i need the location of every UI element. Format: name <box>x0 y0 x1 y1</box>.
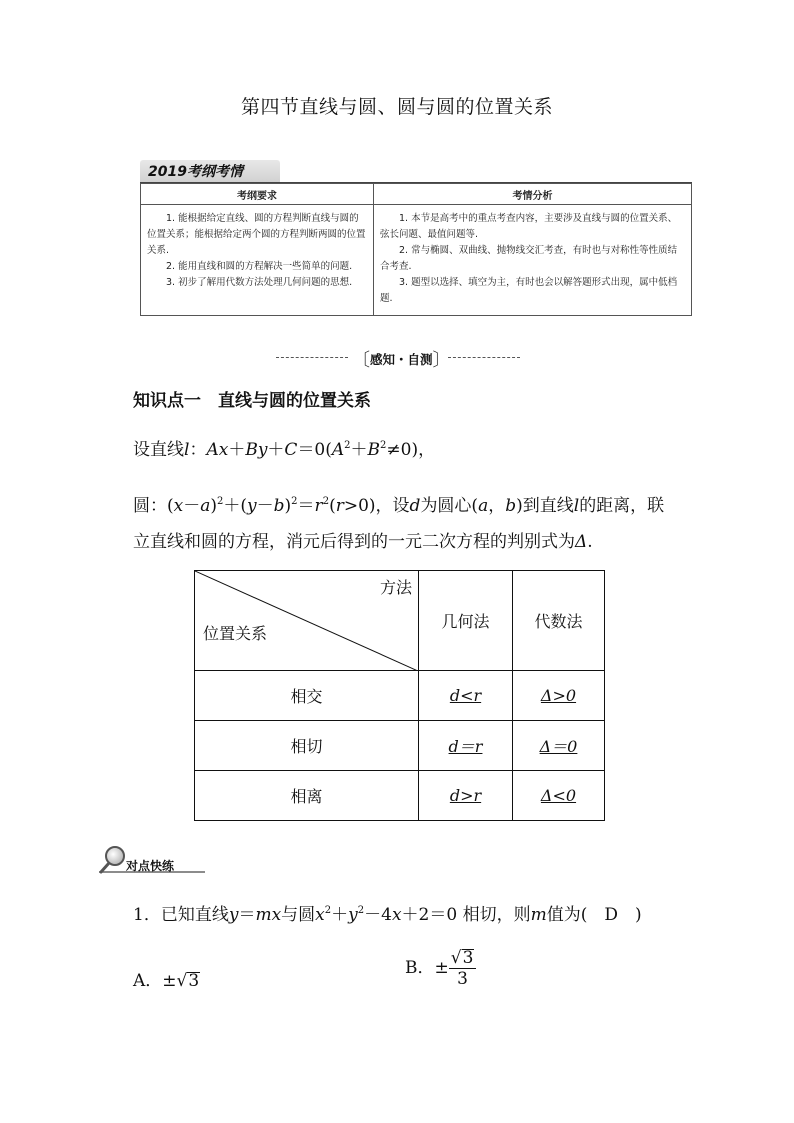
var-b: b <box>505 496 517 516</box>
var-y: y <box>247 496 257 516</box>
text: >0)，设 <box>343 496 410 516</box>
text: － <box>256 496 274 516</box>
option-a[interactable] <box>133 966 200 991</box>
var-d: d <box>409 496 421 516</box>
table-row <box>195 721 605 771</box>
diagonal-header-cell <box>195 571 419 671</box>
answer-text: Δ＝0 <box>539 737 578 756</box>
quick-practice-label: 对点快练 <box>126 859 175 873</box>
answer-text: Δ>0 <box>540 686 577 705</box>
var-x: x <box>315 905 325 925</box>
text: ) <box>284 496 292 516</box>
var-x: x <box>391 905 402 925</box>
text: ＝0( <box>297 440 332 460</box>
requirement-item: 3. 初步了解用代数方法处理几何问题的思想. <box>166 277 353 288</box>
text: ＋( <box>223 496 248 516</box>
text: 值为( D ) <box>546 905 642 925</box>
text: 设直线 <box>133 440 184 460</box>
relation-name: 相交 <box>195 671 419 721</box>
analysis-item: 3. 题型以选择、填空为主，有时也会以解答题形式出现，属中低档题. <box>380 277 678 304</box>
var-m: m <box>255 905 272 925</box>
alg-answer <box>513 771 605 821</box>
question-1 <box>133 900 642 925</box>
sqrt-sign: √ <box>176 971 188 991</box>
var-x: x <box>173 496 184 516</box>
option-b[interactable] <box>405 948 476 989</box>
requirements-cell <box>141 205 374 316</box>
text: －4 <box>364 905 392 925</box>
var-y: y <box>228 905 239 925</box>
text: ＋ <box>331 905 349 925</box>
fraction <box>449 948 477 989</box>
text: ( <box>329 496 336 516</box>
geo-answer <box>419 771 513 821</box>
text: ± <box>162 971 177 991</box>
numerator <box>449 948 477 969</box>
var-r: r <box>314 496 323 516</box>
col-header-analysis: 考情分析 <box>374 184 692 205</box>
analysis-item: 2. 常与椭圆、双曲线、抛物线交汇考查，有时也与对称性等性质结合考查. <box>380 245 678 272</box>
text: 为圆心( <box>420 496 479 516</box>
var-r: r <box>335 496 344 516</box>
var-b: b <box>273 496 285 516</box>
var-delta: Δ <box>575 532 588 552</box>
geo-answer <box>419 671 513 721</box>
col-header-geometric: 几何法 <box>419 571 513 671</box>
var-y: y <box>257 440 268 460</box>
option-label: A． <box>133 971 163 991</box>
text: ， <box>488 496 506 516</box>
text: ± <box>434 958 449 978</box>
superscript: 2 <box>357 905 365 916</box>
analysis-item: 1. 本节是高考中的重点考查内容，主要涉及直线与圆的位置关系、弦长问题、最值问题等. <box>380 213 678 240</box>
var-x: x <box>218 440 229 460</box>
analysis-cell <box>374 205 692 316</box>
superscript: 2 <box>322 496 330 507</box>
answer-text: Δ<0 <box>540 786 577 805</box>
paragraph-line-definition <box>133 428 435 468</box>
var-C: C <box>284 440 298 460</box>
table-row <box>195 671 605 721</box>
text: ＝ <box>238 905 256 925</box>
page-title: 第四节直线与圆、圆与圆的位置关系 <box>240 96 553 118</box>
var-y: y <box>348 905 358 925</box>
sense-tag-label: 感知・自测 <box>370 352 433 367</box>
alg-answer <box>513 721 605 771</box>
sense-tag <box>352 346 451 372</box>
dashed-line-right <box>448 357 520 358</box>
requirement-item: 2. 能用直线和圆的方程解决一些简单的问题. <box>166 261 353 272</box>
paragraph-circle-definition <box>133 484 673 560</box>
text: )到直线 <box>516 496 574 516</box>
var-B: B <box>367 440 381 460</box>
denominator: 3 <box>457 969 468 989</box>
text: 与圆 <box>281 905 316 925</box>
text: ＋ <box>267 440 285 460</box>
var-a: a <box>478 496 489 516</box>
var-a: a <box>200 496 211 516</box>
var-A: A <box>206 440 219 460</box>
year-tag: 2019考纲考情 <box>140 160 280 184</box>
text: 1．已知直线 <box>133 905 229 925</box>
relation-name: 相切 <box>195 721 419 771</box>
superscript: 2 <box>217 496 224 507</box>
answer-text: d＝r <box>448 737 483 756</box>
header-method: 方法 <box>379 578 412 597</box>
var-x: x <box>271 905 282 925</box>
alg-answer <box>513 671 605 721</box>
text: ： <box>189 440 207 460</box>
superscript: 2 <box>324 905 332 916</box>
text: 的距离，联 <box>579 496 665 516</box>
text: － <box>183 496 201 516</box>
superscript: 2 <box>291 496 298 507</box>
relation-table <box>194 570 605 821</box>
text: ＋ <box>350 440 368 460</box>
geo-answer <box>419 721 513 771</box>
text: ) <box>210 496 218 516</box>
var-B: B <box>245 440 258 460</box>
bracket-right: 〕 <box>432 350 451 371</box>
dashed-line-left <box>276 357 348 358</box>
answer-text: d>r <box>449 786 482 805</box>
exam-requirements-table <box>140 183 692 316</box>
requirement-item: 1. 能根据给定直线、圆的方程判断直线与圆的位置关系；能根据给定两个圆的方程判断两圆的位置关系. <box>147 213 366 256</box>
header-relation: 位置关系 <box>203 624 268 643</box>
superscript: 2 <box>344 440 351 451</box>
radicand: 3 <box>462 948 474 968</box>
table-row <box>195 771 605 821</box>
var-l: l <box>573 496 580 516</box>
text: ＝ <box>297 496 315 516</box>
section-heading: 知识点一 直线与圆的位置关系 <box>133 391 371 411</box>
text: . <box>587 532 593 552</box>
paragraph-line-2: 立直线和圆的方程，消元后得到的一元二次方程的判别式为 <box>133 532 575 552</box>
text: ＋ <box>228 440 246 460</box>
superscript: 2 <box>380 440 387 451</box>
text: ≠0)， <box>386 440 436 460</box>
relation-name: 相离 <box>195 771 419 821</box>
text: ＋2＝0 相切，则 <box>401 905 531 925</box>
answer-text: d<r <box>449 686 482 705</box>
paragraph-line-1 <box>133 484 664 524</box>
sqrt-sign: √ <box>450 948 462 968</box>
col-header-requirements: 考纲要求 <box>141 184 374 205</box>
text: 圆：( <box>133 496 174 516</box>
col-header-algebraic: 代数法 <box>513 571 605 671</box>
var-A: A <box>331 440 345 460</box>
var-l: l <box>184 440 190 460</box>
var-m: m <box>530 905 547 925</box>
bracket-left: 〔 <box>352 350 370 371</box>
radicand: 3 <box>188 971 200 991</box>
option-label: B． <box>405 958 435 978</box>
